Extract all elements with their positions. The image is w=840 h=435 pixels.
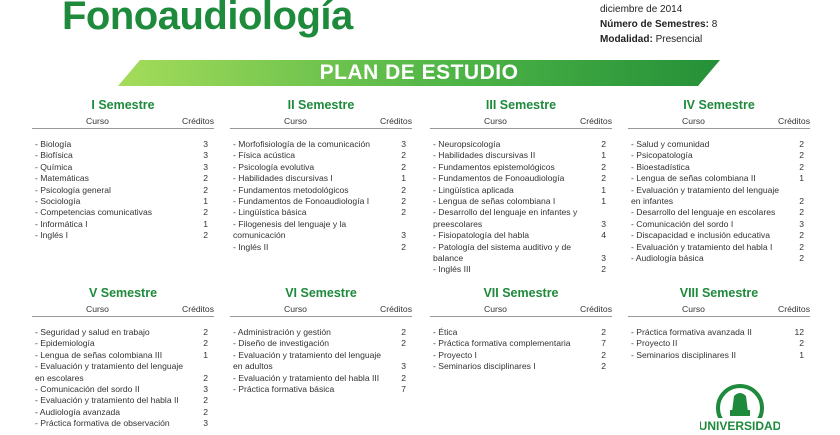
course-credits: 2 [401,207,406,218]
course-row [230,173,412,184]
credits-column-header: Créditos [182,116,214,126]
course-name: - Evaluación y tratamiento del habla III [233,372,380,383]
course-credits: 2 [601,264,606,275]
semester-table-header [430,116,612,129]
course-credits: 3 [601,218,606,229]
course-name: - Seminarios disciplinares I [433,361,536,372]
course-column-header: Curso [484,304,507,314]
course-name: - Proyecto I [433,349,477,360]
course-name: - Práctica formativa complementaria [433,338,571,349]
semester-block [430,98,612,276]
course-name: - Seminarios disciplinares II [631,349,737,360]
course-name: - Biofísica [35,150,73,161]
course-row [230,185,412,196]
course-name: - Lengua de señas colombiana II [631,173,756,184]
semester-table-header [230,304,412,317]
course-name: - Morfofisiología de la comunicación [233,139,371,149]
semesters-value: 8 [711,19,718,30]
semester-block [230,286,412,395]
course-list [230,139,412,253]
course-credits: 2 [799,207,804,218]
course-row [32,361,214,384]
course-row [32,350,214,361]
course-row [32,207,214,218]
semester-block [430,286,612,373]
course-row [32,395,214,406]
course-row [230,150,412,161]
course-credits: 2 [601,327,606,337]
course-name: - Proyecto II [631,338,678,349]
course-credits: 2 [601,139,606,149]
semester-title: II Semestre [287,98,355,112]
course-row [230,196,412,207]
course-row [230,242,412,253]
course-row [230,373,412,384]
course-row [628,327,810,338]
course-name: - Física acústica [233,150,296,161]
course-name: - Patología del sistema auditivo y de balance [433,241,572,264]
course-credits: 3 [601,253,606,264]
semester-table-header [32,304,214,317]
course-name: - Epidemiología [35,338,95,349]
course-credits: 2 [203,395,208,406]
course-name: - Lengua de señas colombiana III [35,349,163,360]
course-row [32,150,214,161]
course-row [32,338,214,349]
course-name: - Sociología [35,196,81,207]
course-row [32,139,214,150]
course-credits: 3 [203,161,208,172]
course-name: - Neuropsicología [433,139,501,149]
course-name: - Fundamentos metodológicos [233,184,349,195]
semester-title: I Semestre [91,98,155,112]
credits-column-header: Créditos [580,304,612,314]
course-row [628,253,810,264]
semester-table-header [430,304,612,317]
course-credits: 2 [401,150,406,161]
course-row [32,418,214,429]
course-name: - Fisiopatología del habla [433,230,530,241]
course-name: - Evaluación y tratamiento del habla I [631,241,773,252]
course-credits: 1 [401,173,406,184]
course-row [430,196,612,207]
course-row [32,407,214,418]
course-row [430,242,612,265]
modality-value: Presencial [655,34,703,45]
course-row [628,150,810,161]
course-row [230,162,412,173]
course-credits: 1 [203,196,208,207]
semester-table-header [628,304,810,317]
course-name: - Audiología avanzada [35,406,121,417]
course-credits: 2 [401,184,406,195]
credits-column-header: Créditos [380,116,412,126]
course-column-header: Curso [682,116,705,126]
course-name: - Lingüística básica [233,207,307,218]
course-row [430,350,612,361]
semester-title: V Semestre [88,286,158,300]
course-row [430,185,612,196]
semester-title: VIII Semestre [679,286,759,300]
course-column-header: Curso [86,304,109,314]
course-credits: 2 [799,196,804,207]
course-list [430,327,612,373]
plan-banner [118,60,720,86]
program-title: Fonoaudiología [62,0,353,38]
course-name: - Matemáticas [35,173,89,184]
university-logo [700,374,780,430]
course-credits: 1 [203,349,208,360]
course-column-header: Curso [284,304,307,314]
course-name: - Discapacidad e inclusión educativa [631,230,771,241]
course-list [430,139,612,276]
course-list [230,327,412,395]
course-credits: 2 [401,196,406,207]
semester-block [32,286,214,430]
credits-column-header: Créditos [580,116,612,126]
course-credits: 1 [203,218,208,229]
course-credits: 2 [401,327,406,337]
course-credits: 12 [794,327,804,337]
course-row [32,196,214,207]
course-name: - Habilidades discursivas I [233,173,333,184]
course-row [430,361,612,372]
course-credits: 2 [203,327,208,337]
course-name: - Lengua de señas colombiana I [433,196,556,207]
course-column-header: Curso [284,116,307,126]
course-row [430,173,612,184]
course-credits: 2 [401,372,406,383]
course-credits: 3 [203,418,208,429]
course-list [628,139,810,264]
course-row [230,384,412,395]
course-row [230,207,412,218]
semester-title: IV Semestre [683,98,755,112]
course-name: - Competencias comunicativas [35,207,153,218]
course-row [230,139,412,150]
course-column-header: Curso [682,304,705,314]
course-credits: 2 [601,349,606,360]
course-credits: 1 [799,173,804,184]
semesters-label: Número de Semestres: [600,19,709,30]
course-credits: 3 [799,218,804,229]
course-name: - Fundamentos de Fonoaudiología [433,173,565,184]
program-meta [600,2,717,47]
course-name: - Filogenesis del lenguaje y la comunicación [233,218,347,241]
course-credits: 2 [799,253,804,264]
logo-emblem [700,374,780,430]
course-credits: 3 [203,150,208,161]
course-name: - Inglés III [433,264,471,275]
course-row [430,150,612,161]
course-credits: 2 [799,139,804,149]
course-row [628,207,810,218]
course-row [230,327,412,338]
course-credits: 2 [799,230,804,241]
course-credits: 3 [401,230,406,241]
course-row [430,162,612,173]
course-credits: 2 [203,372,208,383]
course-row [628,219,810,230]
course-credits: 1 [601,150,606,161]
course-name: - Biología [35,139,72,149]
semester-table-header [230,116,412,129]
course-row [230,338,412,349]
course-row [628,173,810,184]
course-name: - Ética [433,327,458,337]
course-row [430,264,612,275]
course-name: - Psicopatología [631,150,693,161]
course-row [32,185,214,196]
course-name: - Seguridad y salud en trabajo [35,327,150,337]
modality-label: Modalidad: [600,34,653,45]
course-name: - Evaluación y tratamiento del habla II [35,395,179,406]
credits-column-header: Créditos [182,304,214,314]
course-name: - Audiología básica [631,253,704,264]
course-row [628,242,810,253]
course-credits: 2 [799,161,804,172]
course-credits: 1 [601,196,606,207]
semester-block [628,98,810,264]
course-column-header: Curso [484,116,507,126]
course-list [32,139,214,242]
course-row [32,327,214,338]
course-row [32,219,214,230]
credits-column-header: Créditos [380,304,412,314]
date-text: diciembre de 2014 [600,4,683,15]
course-name: - Lingüística aplicada [433,184,514,195]
course-credits: 2 [799,241,804,252]
course-name: - Práctica formativa de observación [35,418,170,429]
semester-block [32,98,214,242]
course-row [430,207,612,230]
semester-title: III Semestre [485,98,557,112]
course-credits: 3 [401,361,406,372]
course-row [32,384,214,395]
course-row [230,350,412,373]
course-credits: 1 [799,349,804,360]
credits-column-header: Créditos [778,116,810,126]
semesters-info [600,17,717,32]
course-credits: 3 [203,139,208,149]
semester-block [230,98,412,253]
course-name: - Inglés II [233,241,269,252]
course-credits: 2 [401,338,406,349]
course-name: - Inglés I [35,230,68,241]
logo-wordmark: UNIVERSIDAD [700,419,780,430]
semester-table-header [628,116,810,129]
course-credits: 2 [203,406,208,417]
course-name: - Química [35,161,73,172]
course-list [32,327,214,430]
course-credits: 2 [799,338,804,349]
course-name: - Fundamentos de Fonoaudiología I [233,196,370,207]
course-row [628,162,810,173]
semester-title: VI Semestre [285,286,357,300]
course-row [430,327,612,338]
course-credits: 2 [203,230,208,241]
course-name: - Evaluación y tratamiento del lenguaje en escolares [35,361,184,383]
course-name: - Habilidades discursivas II [433,150,536,161]
course-row [628,230,810,241]
course-credits: 2 [203,338,208,349]
course-row [32,162,214,173]
semester-table-header [32,116,214,129]
course-credits: 2 [401,161,406,172]
course-row [32,230,214,241]
course-credits: 2 [203,207,208,218]
course-name: - Comunicación del sordo I [631,218,734,229]
course-credits: 3 [401,139,406,149]
course-name: - Diseño de investigación [233,338,330,349]
course-credits: 7 [401,384,406,395]
course-name: - Desarrollo del lenguaje en infantes y preescolares [433,207,578,229]
course-row [628,350,810,361]
course-credits: 3 [203,384,208,395]
course-credits: 1 [601,184,606,195]
course-name: - Desarrollo del lenguaje en escolares [631,207,776,218]
course-name: - Evaluación y tratamiento del lenguaje en infantes [631,184,780,207]
course-name: - Práctica formativa básica [233,384,335,395]
course-row [230,219,412,242]
course-name: - Administración y gestión [233,327,331,337]
semester-block [628,286,810,361]
semester-title: VII Semestre [483,286,559,300]
course-list [628,327,810,361]
course-row [430,230,612,241]
course-row [430,338,612,349]
modality-info [600,32,717,47]
course-row [628,139,810,150]
course-name: - Informática I [35,218,88,229]
course-credits: 2 [601,173,606,184]
course-row [32,173,214,184]
course-name: - Práctica formativa avanzada II [631,327,752,337]
course-row [628,185,810,208]
credits-column-header: Créditos [778,304,810,314]
course-row [628,338,810,349]
course-credits: 2 [401,241,406,252]
course-name: - Bioestadística [631,161,690,172]
course-name: - Comunicación del sordo II [35,384,140,395]
course-credits: 2 [203,184,208,195]
course-name: - Psicología general [35,184,111,195]
course-credits: 2 [799,150,804,161]
course-column-header: Curso [86,116,109,126]
course-credits: 4 [601,230,606,241]
course-name: - Salud y comunidad [631,139,710,149]
course-row [430,139,612,150]
course-name: - Fundamentos epistemológicos [433,161,555,172]
course-credits: 7 [601,338,606,349]
course-credits: 2 [601,361,606,372]
course-name: - Psicología evolutiva [233,161,315,172]
course-name: - Evaluación y tratamiento del lenguaje en adultos [233,349,382,372]
banner-title: PLAN DE ESTUDIO [319,61,519,84]
course-credits: 2 [203,173,208,184]
course-credits: 2 [601,161,606,172]
